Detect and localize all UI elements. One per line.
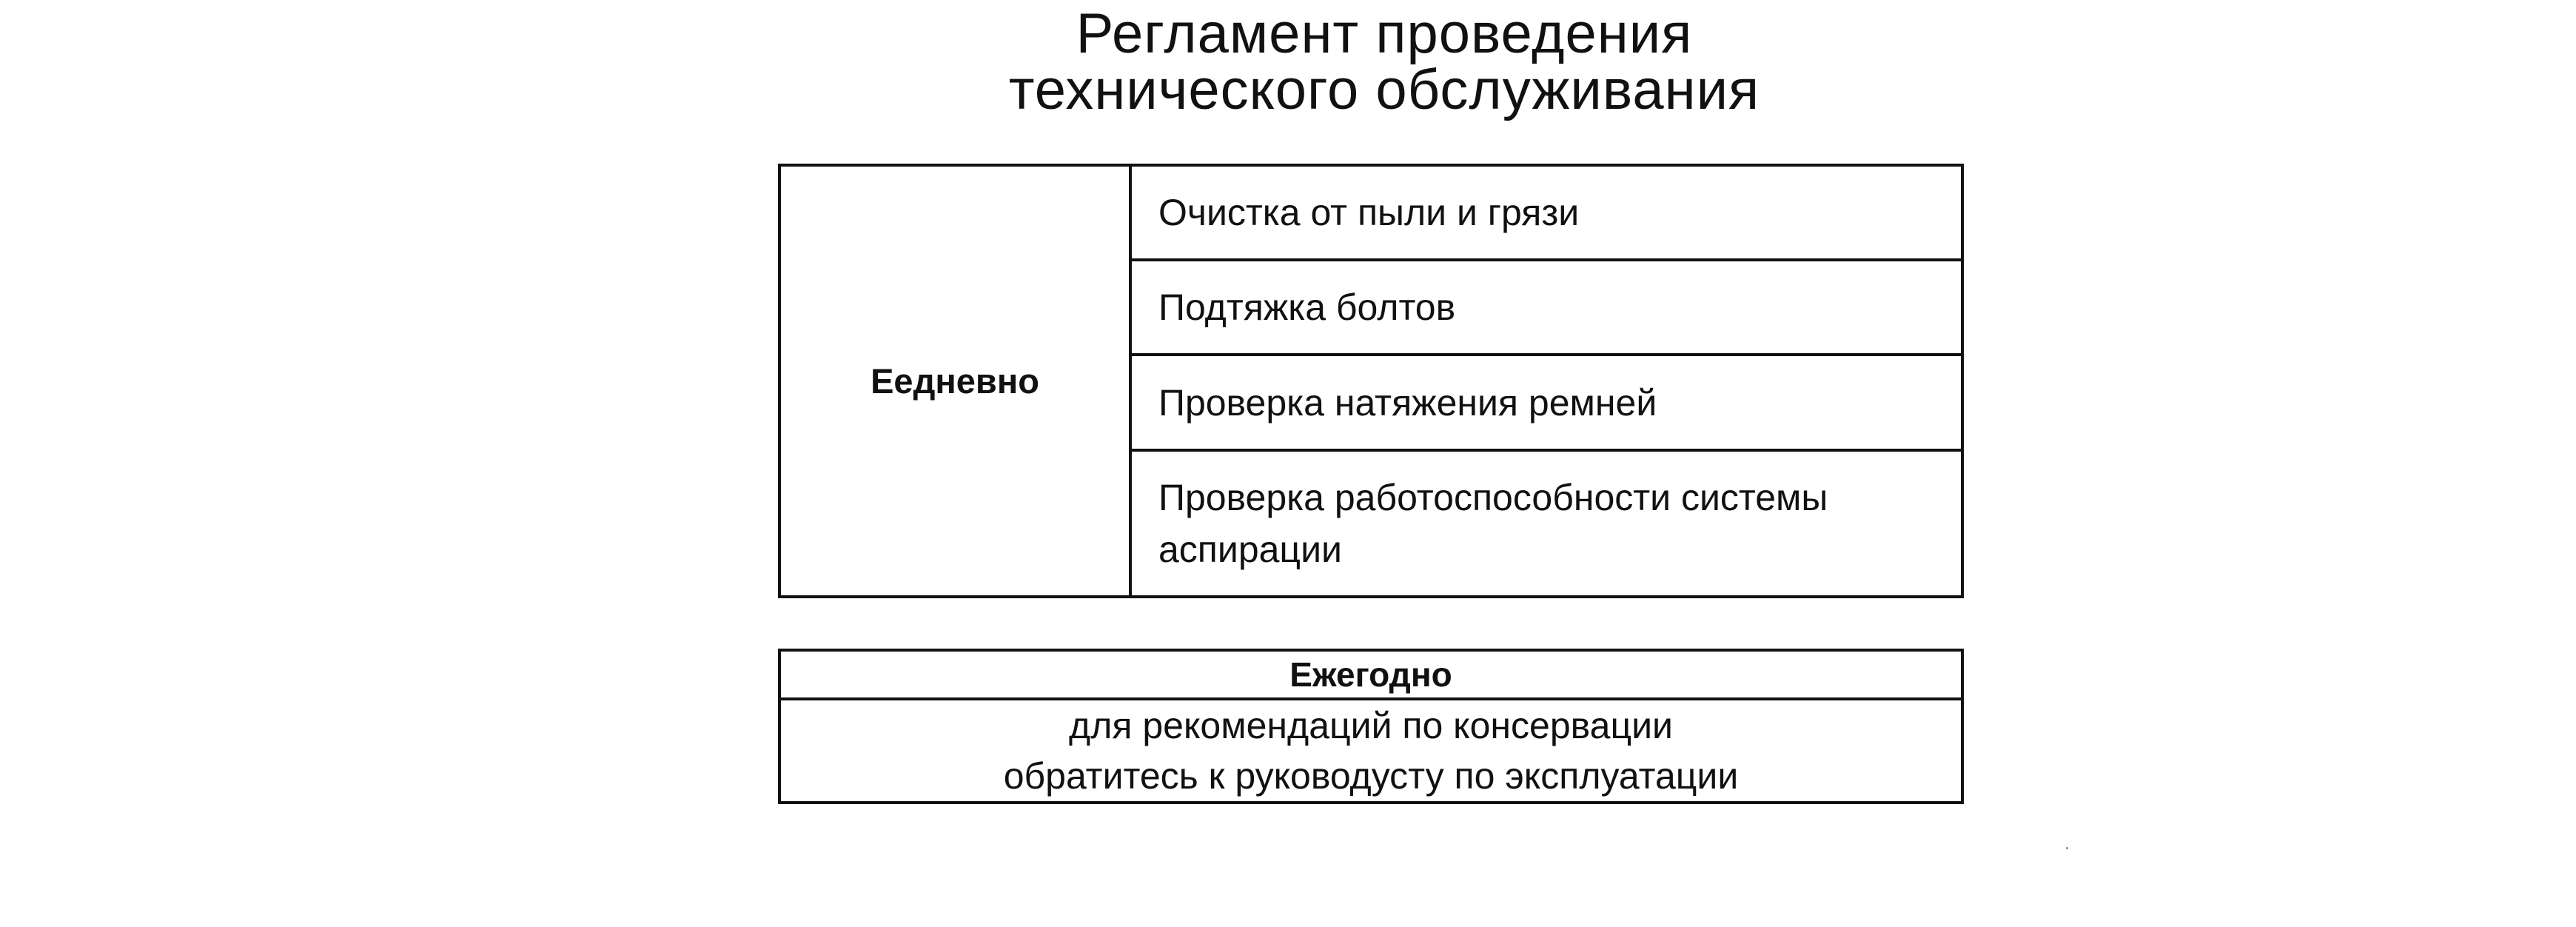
task-row: Очистка от пыли и грязи [1132,167,1961,261]
annual-note-line-2: обратитесь к руководусту по эксплуатации [1003,755,1739,797]
daily-maintenance-table [778,164,1964,598]
title-line-1: Регламент проведения [1076,2,1693,65]
title-line-2: технического обслуживания [1008,58,1760,121]
annual-note-line-1: для рекомендаций по консервации [1069,705,1673,746]
document-title [0,2,2576,121]
period-cell-annual: Ежегодно [781,652,1961,700]
task-row: Подтяжка болтов [1132,261,1961,356]
annual-maintenance-table [778,649,1964,804]
annual-note [781,700,1961,801]
task-list [1132,167,1961,595]
task-row: Проверка натяжения ремней [1132,356,1961,452]
task-row: Проверка работоспособности системы аспирации [1158,477,1828,570]
period-cell-daily: Еедневно [781,167,1132,595]
stray-dot [2066,847,2068,849]
